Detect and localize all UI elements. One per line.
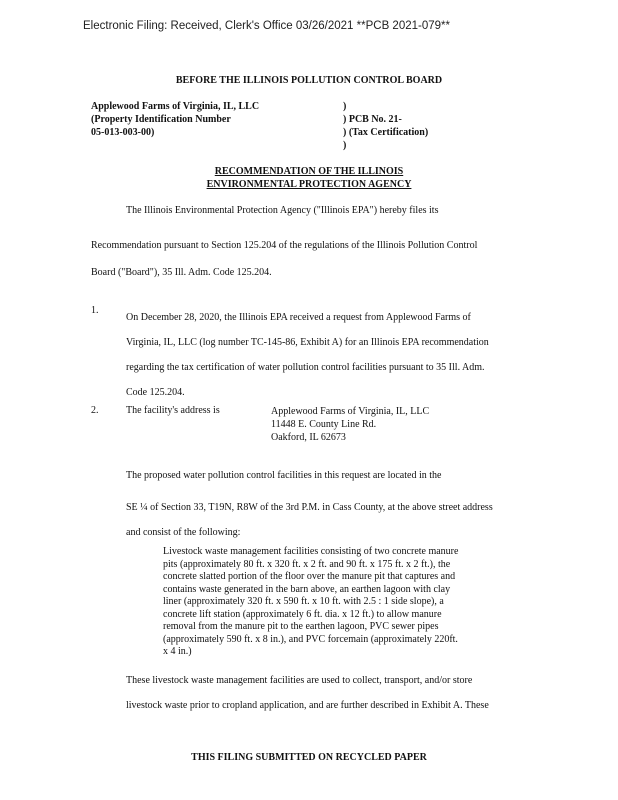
board-title: BEFORE THE ILLINOIS POLLUTION CONTROL BOARD bbox=[175, 75, 443, 86]
location-line: The proposed water pollution control facilities in this request are located in the bbox=[126, 470, 442, 481]
item1-line: Virginia, IL, LLC (log number TC-145-86, Exhibit A) for an Illinois EPA recommendation bbox=[126, 337, 489, 348]
caption-left bbox=[91, 100, 259, 139]
description-line: removal from the manure pit to the earthen lagoon, PVC sewer pipes bbox=[163, 621, 439, 632]
description-line: x 4 in.) bbox=[163, 646, 192, 657]
item-number: 1. bbox=[91, 305, 99, 316]
description-line: pits (approximately 80 ft. x 320 ft. x 2 ft. and 90 ft. x 175 ft. x 2 ft.), the bbox=[163, 558, 451, 570]
caption-pin-number: 05-013-003-00) bbox=[91, 127, 155, 138]
document-title-line: RECOMMENDATION OF THE ILLINOIS bbox=[214, 166, 404, 177]
caption-tax-certification: ) (Tax Certification) bbox=[343, 127, 429, 138]
item-number: 2. bbox=[91, 405, 99, 416]
filing-stamp: Electronic Filing: Received, Clerk's Office 03/26/2021 **PCB 2021-079** bbox=[83, 20, 450, 32]
location-paragraph bbox=[126, 495, 493, 545]
location-line: and consist of the following: bbox=[126, 527, 241, 538]
document-title bbox=[0, 165, 618, 191]
address-street: 11448 E. County Line Rd. bbox=[271, 419, 377, 430]
address-name: Applewood Farms of Virginia, IL, LLC bbox=[271, 406, 430, 417]
item1-line: Code 125.204. bbox=[126, 387, 185, 398]
caption-bracket: ) bbox=[343, 140, 347, 151]
use-line: livestock waste prior to cropland application, and are further described in Exhibit A. These bbox=[126, 700, 489, 711]
description-line: concrete slatted portion of the floor over the manure pit that captures and bbox=[163, 571, 456, 582]
intro-line: Recommendation pursuant to Section 125.204 of the regulations of the Illinois Pollution Control bbox=[91, 240, 478, 251]
location-line: SE ¼ of Section 33, T19N, R8W of the 3rd P.M. in Cass County, at the above street address bbox=[126, 502, 493, 513]
use-line: These livestock waste management facilities are used to collect, transport, and/or store bbox=[126, 675, 473, 686]
intro-line: Board ("Board"), 35 Ill. Adm. Code 125.204. bbox=[91, 267, 272, 278]
item1-line: On December 28, 2020, the Illinois EPA received a request from Applewood Farms of bbox=[126, 312, 471, 323]
item1-line: regarding the tax certification of water pollution control facilities pursuant to 35 Ill. Adm. bbox=[126, 362, 485, 373]
caption-party: Applewood Farms of Virginia, IL, LLC bbox=[91, 101, 260, 112]
description-line: (approximately 590 ft. x 8 in.), and PVC forcemain (approximately 220ft. bbox=[163, 633, 458, 645]
description-line: contains waste generated in the barn above, an earthen lagoon with clay bbox=[163, 583, 451, 595]
caption-bracket: ) bbox=[343, 101, 347, 112]
address-city: Oakford, IL 62673 bbox=[271, 432, 346, 443]
description-line: Livestock waste management facilities consisting of two concrete manure bbox=[163, 546, 459, 557]
caption-right bbox=[343, 100, 428, 152]
intro-line: The Illinois Environmental Protection Agency ("Illinois EPA") hereby files its bbox=[126, 205, 439, 216]
recycled-paper-footer: THIS FILING SUBMITTED ON RECYCLED PAPER bbox=[191, 752, 427, 763]
address-label: The facility's address is bbox=[126, 405, 220, 416]
caption-pcb-number: ) PCB No. 21- bbox=[343, 114, 402, 125]
document-title-line: ENVIRONMENTAL PROTECTION AGENCY bbox=[206, 179, 412, 190]
description-line: concrete lift station (approximately 6 ft. dia. x 12 ft.) to allow manure bbox=[163, 608, 442, 620]
facility-description bbox=[163, 546, 458, 659]
description-line: liner (approximately 320 ft. x 590 ft. x 10 ft. with 2.5 : 1 side slope), a bbox=[163, 596, 444, 607]
intro-paragraph bbox=[91, 232, 523, 286]
facility-address bbox=[271, 405, 429, 444]
caption-pin-label: (Property Identification Number bbox=[91, 114, 231, 125]
item1-paragraph bbox=[126, 305, 526, 405]
